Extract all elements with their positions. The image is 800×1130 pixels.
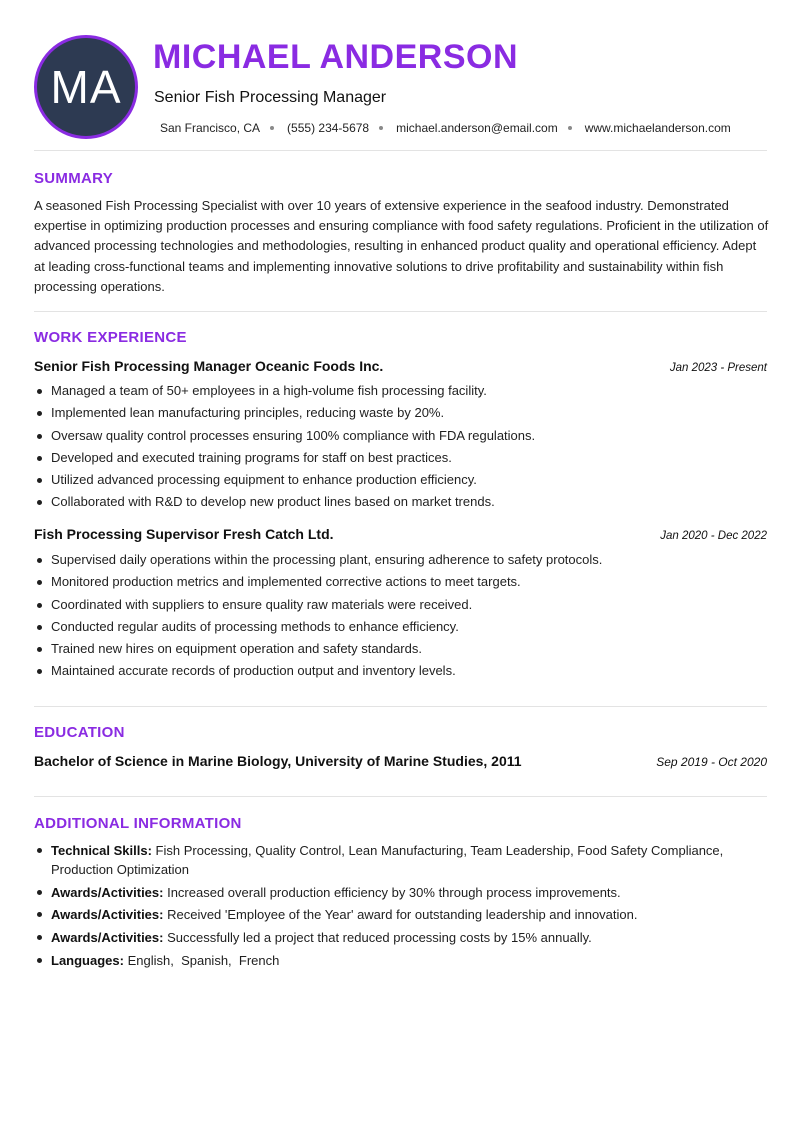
contact-location: San Francisco, CA bbox=[160, 121, 261, 135]
info-text: Increased overall production efficiency by 30% through process improvements. bbox=[167, 884, 621, 900]
list-item bbox=[34, 951, 767, 970]
job-date: Jan 2020 - Dec 2022 bbox=[660, 530, 767, 542]
info-text: English, Spanish, French bbox=[127, 952, 280, 968]
list-item: Coordinated with suppliers to ensure quality raw materials were received. bbox=[34, 594, 767, 616]
section-divider bbox=[34, 311, 767, 312]
section-divider bbox=[34, 150, 767, 151]
info-text: Successfully led a project that reduced processing costs by 15% annually. bbox=[167, 929, 592, 945]
info-label: Technical Skills: bbox=[51, 843, 152, 858]
work-experience-heading: WORK EXPERIENCE bbox=[34, 329, 187, 346]
list-item: Collaborated with R&D to develop new product lines based on market trends. bbox=[34, 491, 767, 513]
additional-info-list bbox=[34, 841, 767, 973]
summary-text: A seasoned Fish Processing Specialist with over 10 years of extensive experience in the seafood industry. Demonstrated expertise in optimizing production processes and ensuring compliance with food safety regulations. Proficient in the utilization of advanced processing technologies and methodologies, resulting in enhanced product quality and operational efficiency. Adept at leading cross-functional teams and implementing innovative solutions to drive profitability and sustainability within fish processing operations. bbox=[34, 198, 769, 294]
info-text: Received 'Employee of the Year' award for outstanding leadership and innovation. bbox=[167, 907, 638, 922]
education-heading: EDUCATION bbox=[34, 724, 125, 741]
info-label: Awards/Activities: bbox=[51, 907, 164, 922]
contact-website[interactable]: www.michaelanderson.com bbox=[584, 121, 731, 135]
contact-phone: (555) 234-5678 bbox=[287, 121, 370, 135]
list-item: Utilized advanced processing equipment to enhance production efficiency. bbox=[34, 469, 767, 491]
candidate-role: Senior Fish Processing Manager bbox=[154, 89, 387, 106]
list-item: Implemented lean manufacturing principles, reducing waste by 20%. bbox=[34, 402, 767, 424]
additional-info-heading: ADDITIONAL INFORMATION bbox=[34, 815, 242, 832]
separator-dot-icon bbox=[270, 126, 274, 130]
info-label: Awards/Activities: bbox=[51, 884, 164, 900]
list-item: Developed and executed training programs for staff on best practices. bbox=[34, 447, 767, 469]
list-item: Oversaw quality control processes ensuring 100% compliance with FDA regulations. bbox=[34, 425, 767, 447]
contact-bar bbox=[160, 121, 731, 135]
list-item: Supervised daily operations within the processing plant, ensuring adherence to safety protocols. bbox=[34, 549, 767, 571]
info-text: Fish Processing, Quality Control, Lean Manufacturing, Team Leadership, Food Safety Compliance, Production Optimization bbox=[51, 843, 724, 877]
list-item: Conducted regular audits of processing methods to enhance efficiency. bbox=[34, 616, 767, 638]
section-divider bbox=[34, 796, 767, 797]
avatar-initials: MA bbox=[50, 61, 122, 113]
education-date: Sep 2019 - Oct 2020 bbox=[656, 755, 767, 769]
separator-dot-icon bbox=[568, 126, 572, 130]
summary-heading: SUMMARY bbox=[34, 170, 114, 187]
job-header bbox=[34, 526, 767, 542]
list-item bbox=[34, 928, 767, 947]
list-item bbox=[34, 905, 767, 924]
avatar bbox=[34, 35, 138, 139]
education-degree: Bachelor of Science in Marine Biology, University of Marine Studies, 2011 bbox=[34, 753, 522, 769]
job-date: Jan 2023 - Present bbox=[669, 362, 767, 374]
list-item: Trained new hires on equipment operation and safety standards. bbox=[34, 638, 767, 660]
education-entry bbox=[34, 753, 767, 769]
list-item: Maintained accurate records of production output and inventory levels. bbox=[34, 660, 767, 682]
list-item bbox=[34, 883, 767, 902]
contact-email[interactable]: michael.anderson@email.com bbox=[396, 121, 558, 135]
job-title: Fish Processing Supervisor Fresh Catch Ltd. bbox=[34, 526, 334, 542]
separator-dot-icon bbox=[379, 126, 383, 130]
candidate-name: MICHAEL ANDERSON bbox=[153, 38, 519, 76]
info-label: Awards/Activities: bbox=[51, 929, 164, 945]
job-header bbox=[34, 358, 767, 374]
info-label: Languages: bbox=[51, 952, 124, 968]
list-item: Monitored production metrics and implemented corrective actions to meet targets. bbox=[34, 571, 767, 593]
job-bullets bbox=[34, 380, 767, 514]
job-bullets bbox=[34, 549, 767, 683]
section-divider bbox=[34, 706, 767, 707]
list-item: Managed a team of 50+ employees in a high-volume fish processing facility. bbox=[34, 380, 767, 402]
list-item bbox=[34, 841, 767, 879]
job-title: Senior Fish Processing Manager Oceanic Foods Inc. bbox=[34, 358, 384, 374]
